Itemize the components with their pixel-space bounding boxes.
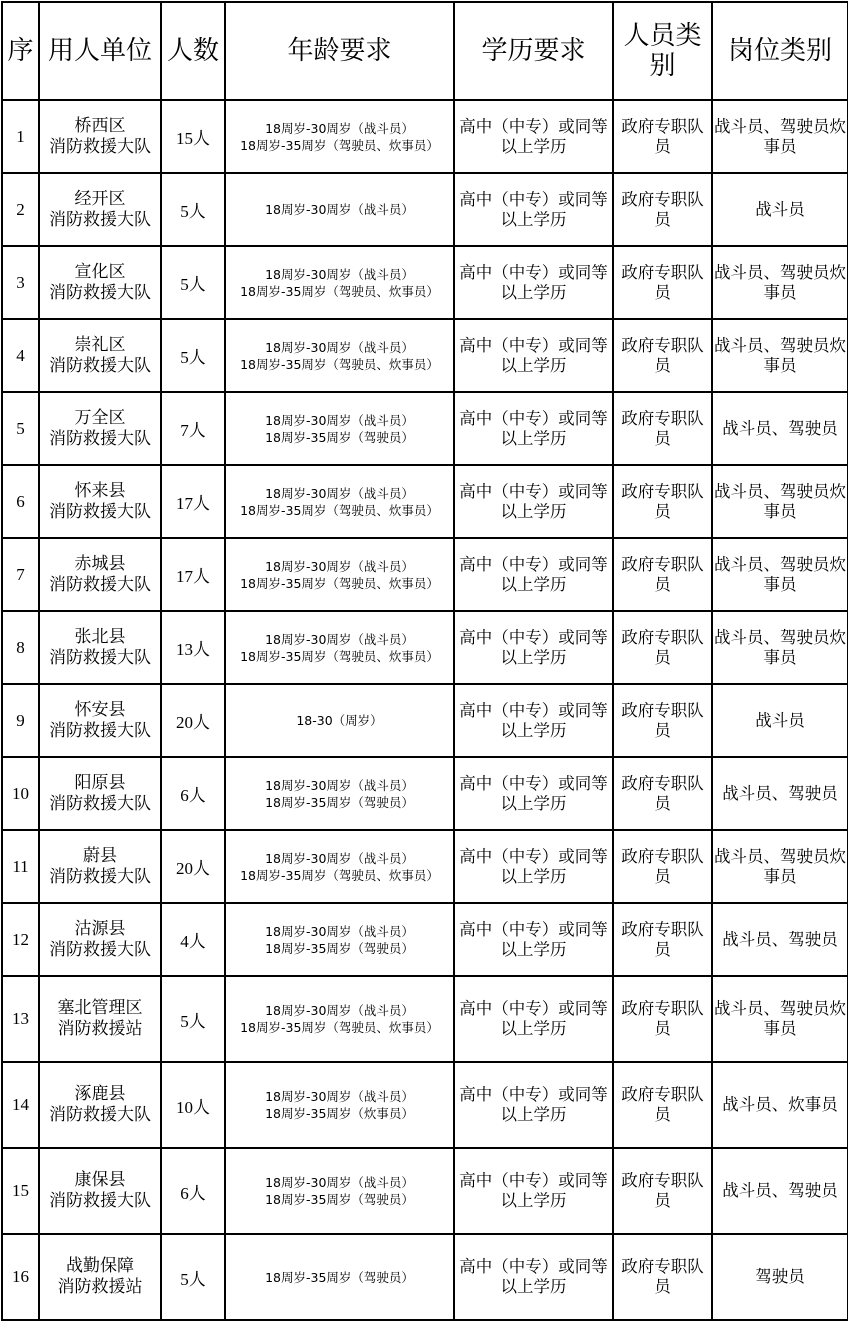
unit-cell-line: 消防救援大队 xyxy=(49,793,151,814)
category-cell: 政府专职队员 xyxy=(613,757,712,830)
count-cell: 15人 xyxy=(161,100,225,173)
unit-cell xyxy=(39,319,161,392)
table-row xyxy=(2,1234,848,1320)
age-cell-line: 18周岁-30周岁（战斗员） xyxy=(265,339,414,355)
category-cell: 政府专职队员 xyxy=(613,976,712,1062)
header-unit: 用人单位 xyxy=(39,2,161,100)
age-cell-line: 18周岁-30周岁（战斗员） xyxy=(265,850,414,866)
education-cell: 高中（中专）或同等以上学历 xyxy=(454,611,613,684)
table-row xyxy=(2,611,848,684)
position-cell: 战斗员、驾驶员炊事员 xyxy=(712,830,848,903)
header-category: 人员类别 xyxy=(613,2,712,100)
table-row xyxy=(2,319,848,392)
category-cell: 政府专职队员 xyxy=(613,1062,712,1148)
category-cell: 政府专职队员 xyxy=(613,611,712,684)
age-cell xyxy=(225,1148,454,1234)
position-cell: 战斗员、驾驶员炊事员 xyxy=(712,976,848,1062)
table-row xyxy=(2,976,848,1062)
unit-cell-line: 崇礼区 xyxy=(74,334,126,355)
age-cell xyxy=(225,1234,454,1320)
position-cell: 战斗员、驾驶员炊事员 xyxy=(712,100,848,173)
unit-cell-line: 怀来县 xyxy=(74,480,126,501)
table-row xyxy=(2,830,848,903)
age-cell-line: 18周岁-35周岁（驾驶员） xyxy=(265,940,414,956)
unit-cell xyxy=(39,976,161,1062)
age-cell xyxy=(225,611,454,684)
unit-cell-line: 经开区 xyxy=(74,188,126,209)
education-cell: 高中（中专）或同等以上学历 xyxy=(454,100,613,173)
unit-cell-line: 战勤保障 xyxy=(66,1256,134,1276)
age-cell-line: 18周岁-35周岁（驾驶员、炊事员） xyxy=(240,137,439,153)
age-cell-line: 18周岁-35周岁（驾驶员、炊事员） xyxy=(240,502,439,518)
unit-cell xyxy=(39,611,161,684)
age-cell xyxy=(225,100,454,173)
age-cell-line: 18周岁-35周岁（驾驶员、炊事员） xyxy=(240,648,439,664)
age-cell-line: 18周岁-30周岁（战斗员） xyxy=(265,485,414,501)
age-cell xyxy=(225,319,454,392)
position-cell: 战斗员、驾驶员 xyxy=(712,392,848,465)
unit-cell-line: 消防救援大队 xyxy=(49,209,151,230)
age-cell-line: 18周岁-35周岁（驾驶员） xyxy=(265,1192,414,1207)
unit-cell-line: 消防救援大队 xyxy=(49,136,151,157)
age-cell xyxy=(225,1062,454,1148)
education-cell: 高中（中专）或同等以上学历 xyxy=(454,538,613,611)
count-cell: 7人 xyxy=(161,392,225,465)
position-cell: 战斗员、驾驶员炊事员 xyxy=(712,319,848,392)
age-cell xyxy=(225,465,454,538)
position-cell: 战斗员、驾驶员 xyxy=(712,1148,848,1234)
unit-cell xyxy=(39,684,161,757)
category-cell: 政府专职队员 xyxy=(613,246,712,319)
row-number: 1 xyxy=(2,100,39,173)
unit-cell xyxy=(39,757,161,830)
unit-cell-line: 消防救援大队 xyxy=(49,647,151,668)
age-cell-line: 18周岁-35周岁（驾驶员、炊事员） xyxy=(240,575,439,591)
row-number: 3 xyxy=(2,246,39,319)
unit-cell xyxy=(39,903,161,976)
unit-cell-line: 赤城县 xyxy=(74,553,126,574)
unit-cell xyxy=(39,173,161,246)
table-row xyxy=(2,903,848,976)
unit-cell-line: 桥西区 xyxy=(74,115,126,136)
age-cell-line: 18周岁-30周岁（战斗员） xyxy=(265,558,414,574)
row-number: 12 xyxy=(2,903,39,976)
table-row xyxy=(2,757,848,830)
age-cell-line: 18周岁-30周岁（战斗员） xyxy=(265,120,414,136)
header-position: 岗位类别 xyxy=(712,2,848,100)
age-cell-line: 18周岁-35周岁（驾驶员） xyxy=(265,794,414,810)
unit-cell xyxy=(39,100,161,173)
table-row xyxy=(2,684,848,757)
education-cell: 高中（中专）或同等以上学历 xyxy=(454,830,613,903)
row-number: 11 xyxy=(2,830,39,903)
unit-cell-line: 消防救援大队 xyxy=(49,501,151,522)
unit-cell-line: 宣化区 xyxy=(74,261,126,282)
age-cell-line: 18周岁-35周岁（驾驶员、炊事员） xyxy=(240,867,439,883)
category-cell: 政府专职队员 xyxy=(613,1148,712,1234)
age-cell xyxy=(225,392,454,465)
unit-cell-line: 消防救援大队 xyxy=(49,428,151,449)
count-cell: 13人 xyxy=(161,611,225,684)
count-cell: 5人 xyxy=(161,319,225,392)
header-row xyxy=(2,2,848,100)
header-age: 年龄要求 xyxy=(225,2,454,100)
position-cell: 战斗员、炊事员 xyxy=(712,1062,848,1148)
table-body xyxy=(2,100,848,1320)
position-cell: 战斗员、驾驶员 xyxy=(712,903,848,976)
age-cell-line: 18周岁-35周岁（驾驶员、炊事员） xyxy=(240,356,439,372)
education-cell: 高中（中专）或同等以上学历 xyxy=(454,392,613,465)
age-cell xyxy=(225,976,454,1062)
education-cell: 高中（中专）或同等以上学历 xyxy=(454,684,613,757)
position-cell: 战斗员 xyxy=(712,173,848,246)
position-cell: 战斗员 xyxy=(712,684,848,757)
education-cell: 高中（中专）或同等以上学历 xyxy=(454,757,613,830)
count-cell: 6人 xyxy=(161,757,225,830)
category-cell: 政府专职队员 xyxy=(613,319,712,392)
age-cell-line: 18周岁-35周岁（炊事员） xyxy=(265,1106,414,1121)
row-number: 9 xyxy=(2,684,39,757)
unit-cell-line: 蔚县 xyxy=(83,845,117,866)
row-number: 7 xyxy=(2,538,39,611)
position-cell: 战斗员、驾驶员 xyxy=(712,757,848,830)
row-number: 2 xyxy=(2,173,39,246)
age-cell xyxy=(225,173,454,246)
table-row xyxy=(2,100,848,173)
position-cell: 战斗员、驾驶员炊事员 xyxy=(712,465,848,538)
count-cell: 5人 xyxy=(161,1234,225,1320)
row-number: 13 xyxy=(2,976,39,1062)
unit-cell xyxy=(39,465,161,538)
unit-cell-line: 消防救援大队 xyxy=(49,1105,151,1125)
unit-cell xyxy=(39,246,161,319)
unit-cell-line: 消防救援大队 xyxy=(49,355,151,376)
education-cell: 高中（中专）或同等以上学历 xyxy=(454,465,613,538)
count-cell: 5人 xyxy=(161,173,225,246)
unit-cell-line: 康保县 xyxy=(74,1170,126,1190)
recruitment-table xyxy=(1,1,848,1321)
position-cell: 驾驶员 xyxy=(712,1234,848,1320)
unit-cell-line: 消防救援大队 xyxy=(49,866,151,887)
age-cell-line: 18周岁-30周岁（战斗员） xyxy=(265,202,414,217)
age-cell-line: 18周岁-35周岁（驾驶员、炊事员） xyxy=(240,283,439,299)
age-cell-line: 18周岁-30周岁（战斗员） xyxy=(265,631,414,647)
unit-cell-line: 消防救援大队 xyxy=(49,1191,151,1211)
unit-cell-line: 消防救援大队 xyxy=(49,939,151,960)
age-cell-line: 18周岁-30周岁（战斗员） xyxy=(265,412,414,428)
row-number: 5 xyxy=(2,392,39,465)
education-cell: 高中（中专）或同等以上学历 xyxy=(454,319,613,392)
row-number: 6 xyxy=(2,465,39,538)
unit-cell-line: 消防救援站 xyxy=(57,1277,143,1297)
table-row xyxy=(2,1148,848,1234)
table-row xyxy=(2,538,848,611)
position-cell: 战斗员、驾驶员炊事员 xyxy=(712,538,848,611)
education-cell: 高中（中专）或同等以上学历 xyxy=(454,903,613,976)
header-seq: 序 xyxy=(2,2,39,100)
age-cell xyxy=(225,684,454,757)
unit-cell-line: 万全区 xyxy=(74,407,126,428)
unit-cell-line: 张北县 xyxy=(74,626,126,647)
age-cell-line: 18周岁-30周岁（战斗员） xyxy=(265,923,414,939)
education-cell: 高中（中专）或同等以上学历 xyxy=(454,1148,613,1234)
category-cell: 政府专职队员 xyxy=(613,538,712,611)
table-row xyxy=(2,1062,848,1148)
header-count: 人数 xyxy=(161,2,225,100)
education-cell: 高中（中专）或同等以上学历 xyxy=(454,173,613,246)
unit-cell xyxy=(39,392,161,465)
unit-cell-line: 阳原县 xyxy=(74,772,126,793)
education-cell: 高中（中专）或同等以上学历 xyxy=(454,1062,613,1148)
category-cell: 政府专职队员 xyxy=(613,173,712,246)
age-cell-line: 18周岁-35周岁（驾驶员、炊事员） xyxy=(240,1020,439,1035)
age-cell xyxy=(225,903,454,976)
header-education: 学历要求 xyxy=(454,2,613,100)
row-number: 16 xyxy=(2,1234,39,1320)
count-cell: 20人 xyxy=(161,830,225,903)
count-cell: 4人 xyxy=(161,903,225,976)
education-cell: 高中（中专）或同等以上学历 xyxy=(454,246,613,319)
age-cell-line: 18-30（周岁） xyxy=(296,713,383,728)
education-cell: 高中（中专）或同等以上学历 xyxy=(454,1234,613,1320)
age-cell xyxy=(225,757,454,830)
count-cell: 6人 xyxy=(161,1148,225,1234)
age-cell-line: 18周岁-30周岁（战斗员） xyxy=(265,266,414,282)
row-number: 14 xyxy=(2,1062,39,1148)
count-cell: 5人 xyxy=(161,246,225,319)
category-cell: 政府专职队员 xyxy=(613,903,712,976)
unit-cell-line: 消防救援大队 xyxy=(49,574,151,595)
age-cell-line: 18周岁-30周岁（战斗员） xyxy=(265,1003,414,1018)
row-number: 15 xyxy=(2,1148,39,1234)
category-cell: 政府专职队员 xyxy=(613,684,712,757)
category-cell: 政府专职队员 xyxy=(613,1234,712,1320)
age-cell-line: 18周岁-35周岁（驾驶员） xyxy=(265,429,414,445)
age-cell-line: 18周岁-30周岁（战斗员） xyxy=(265,777,414,793)
row-number: 4 xyxy=(2,319,39,392)
category-cell: 政府专职队员 xyxy=(613,100,712,173)
unit-cell-line: 消防救援站 xyxy=(57,1019,143,1039)
count-cell: 17人 xyxy=(161,465,225,538)
unit-cell-line: 怀安县 xyxy=(74,699,126,720)
category-cell: 政府专职队员 xyxy=(613,465,712,538)
position-cell: 战斗员、驾驶员炊事员 xyxy=(712,246,848,319)
row-number: 10 xyxy=(2,757,39,830)
category-cell: 政府专职队员 xyxy=(613,392,712,465)
table-row xyxy=(2,173,848,246)
unit-cell-line: 消防救援大队 xyxy=(49,282,151,303)
age-cell xyxy=(225,246,454,319)
position-cell: 战斗员、驾驶员炊事员 xyxy=(712,611,848,684)
count-cell: 17人 xyxy=(161,538,225,611)
unit-cell xyxy=(39,1062,161,1148)
unit-cell xyxy=(39,1148,161,1234)
unit-cell xyxy=(39,538,161,611)
unit-cell-line: 消防救援大队 xyxy=(49,720,151,741)
category-cell: 政府专职队员 xyxy=(613,830,712,903)
count-cell: 5人 xyxy=(161,976,225,1062)
table-row xyxy=(2,465,848,538)
count-cell: 10人 xyxy=(161,1062,225,1148)
unit-cell xyxy=(39,830,161,903)
age-cell-line: 18周岁-30周岁（战斗员） xyxy=(265,1089,414,1104)
age-cell-line: 18周岁-30周岁（战斗员） xyxy=(265,1175,414,1190)
unit-cell-line: 涿鹿县 xyxy=(74,1084,126,1104)
unit-cell xyxy=(39,1234,161,1320)
count-cell: 20人 xyxy=(161,684,225,757)
table-row xyxy=(2,246,848,319)
age-cell-line: 18周岁-35周岁（驾驶员） xyxy=(265,1269,414,1285)
table-row xyxy=(2,392,848,465)
row-number: 8 xyxy=(2,611,39,684)
unit-cell-line: 沽源县 xyxy=(74,918,126,939)
age-cell xyxy=(225,538,454,611)
age-cell xyxy=(225,830,454,903)
unit-cell-line: 塞北管理区 xyxy=(57,998,143,1018)
education-cell: 高中（中专）或同等以上学历 xyxy=(454,976,613,1062)
